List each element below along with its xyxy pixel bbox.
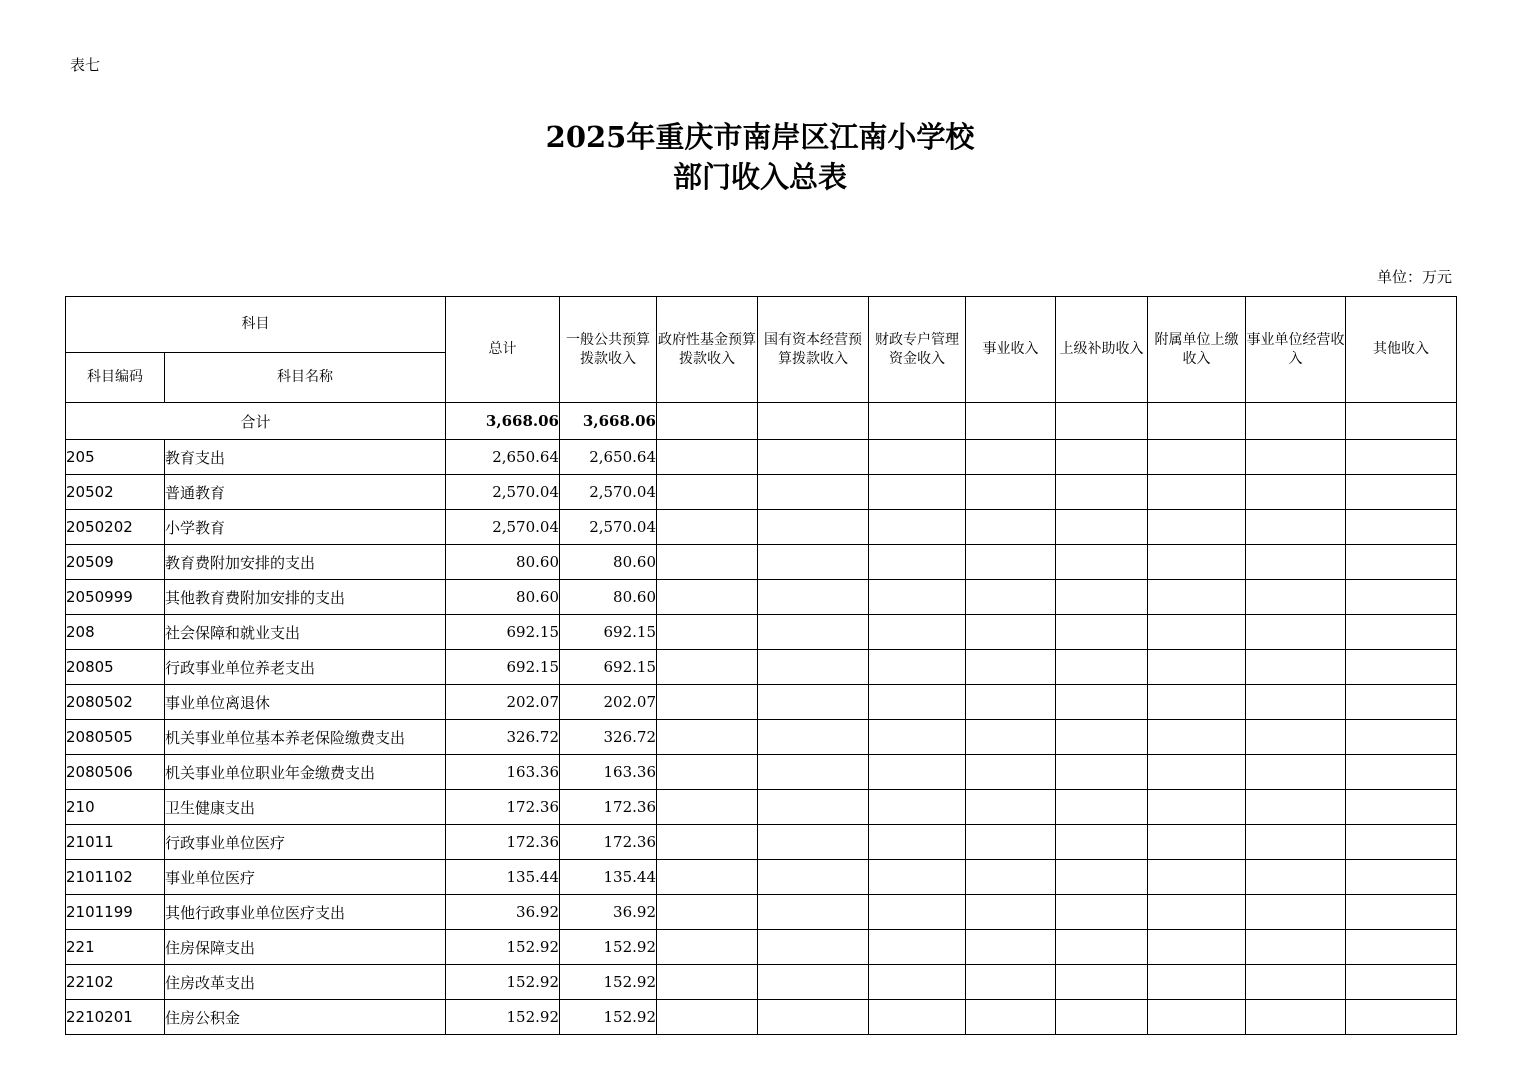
empty-cell [1346,650,1457,685]
empty-cell [869,930,966,965]
empty-cell [758,790,869,825]
empty-cell [1246,965,1346,1000]
empty-cell [1246,685,1346,720]
empty-cell [1246,930,1346,965]
empty-cell [869,685,966,720]
page-subtitle: 部门收入总表 [672,160,847,194]
empty-cell [1148,650,1246,685]
empty-cell [869,825,966,860]
empty-cell [1346,403,1457,440]
empty-cell [1148,1000,1246,1035]
empty-cell [966,930,1056,965]
row-general-amount: 2,570.04 [560,510,657,545]
empty-cell [657,755,758,790]
table-row [66,790,1457,825]
empty-cell [1148,615,1246,650]
empty-cell [869,720,966,755]
empty-cell [758,440,869,475]
empty-cell [869,1000,966,1035]
empty-cell [1246,580,1346,615]
empty-cell [758,755,869,790]
empty-cell [869,965,966,1000]
empty-cell [1148,755,1246,790]
table-row [66,965,1457,1000]
subject-code: 20805 [66,650,165,685]
subject-name: 行政事业单位养老支出 [165,650,446,685]
empty-cell [1246,403,1346,440]
empty-cell [758,580,869,615]
header-total: 总计 [446,297,560,403]
table-row [66,650,1457,685]
empty-cell [1346,720,1457,755]
empty-cell [1246,615,1346,650]
empty-cell [657,403,758,440]
empty-cell [1056,403,1148,440]
header-subject: 科目 [66,297,446,353]
subject-code: 205 [66,440,165,475]
row-general-amount: 202.07 [560,685,657,720]
table-row [66,615,1457,650]
empty-cell [657,930,758,965]
row-total-amount: 36.92 [446,895,560,930]
subject-name: 住房公积金 [165,1000,446,1035]
empty-cell [966,403,1056,440]
subject-code: 2101102 [66,860,165,895]
header-general-budget: 一般公共预算拨款收入 [560,297,657,403]
empty-cell [869,580,966,615]
empty-cell [869,440,966,475]
empty-cell [966,615,1056,650]
empty-cell [657,965,758,1000]
empty-cell [1346,545,1457,580]
subject-name: 其他教育费附加安排的支出 [165,580,446,615]
empty-cell [758,615,869,650]
empty-cell [657,510,758,545]
subject-name: 普通教育 [165,475,446,510]
empty-cell [758,930,869,965]
subject-code: 20509 [66,545,165,580]
subject-name: 机关事业单位职业年金缴费支出 [165,755,446,790]
row-total-amount: 152.92 [446,930,560,965]
subject-name: 事业单位医疗 [165,860,446,895]
header-fiscal-special: 财政专户管理资金收入 [869,297,966,403]
empty-cell [1246,440,1346,475]
subject-code: 210 [66,790,165,825]
empty-cell [1246,755,1346,790]
header-subject-code: 科目编码 [66,353,165,403]
empty-cell [966,965,1056,1000]
empty-cell [1148,860,1246,895]
subject-name: 教育支出 [165,440,446,475]
empty-cell [1346,860,1457,895]
empty-cell [758,545,869,580]
empty-cell [1056,720,1148,755]
empty-cell [1056,510,1148,545]
empty-cell [1346,685,1457,720]
empty-cell [758,860,869,895]
subject-code: 2080506 [66,755,165,790]
row-total-amount: 135.44 [446,860,560,895]
empty-cell [1056,755,1148,790]
header-superior-subsidy: 上级补助收入 [1056,297,1148,403]
empty-cell [758,1000,869,1035]
subject-name: 其他行政事业单位医疗支出 [165,895,446,930]
empty-cell [1148,965,1246,1000]
empty-cell [1346,615,1457,650]
subject-name: 事业单位离退休 [165,685,446,720]
empty-cell [657,1000,758,1035]
empty-cell [966,510,1056,545]
empty-cell [966,475,1056,510]
empty-cell [1346,930,1457,965]
empty-cell [1346,475,1457,510]
empty-cell [1056,440,1148,475]
empty-cell [657,720,758,755]
empty-cell [1148,895,1246,930]
empty-cell [657,895,758,930]
header-affiliated-payment: 附属单位上缴收入 [1148,297,1246,403]
row-total-amount: 2,650.64 [446,440,560,475]
empty-cell [1148,720,1246,755]
empty-cell [657,860,758,895]
header-gov-fund: 政府性基金预算拨款收入 [657,297,758,403]
empty-cell [869,403,966,440]
empty-cell [1246,545,1346,580]
total-label: 合计 [66,403,446,440]
row-general-amount: 80.60 [560,580,657,615]
subject-code: 2080502 [66,685,165,720]
row-total-amount: 692.15 [446,615,560,650]
row-general-amount: 36.92 [560,895,657,930]
row-total-amount: 80.60 [446,580,560,615]
empty-cell [657,685,758,720]
empty-cell [1346,440,1457,475]
empty-cell [869,615,966,650]
table-row [66,755,1457,790]
row-total-amount: 2,570.04 [446,475,560,510]
empty-cell [1148,475,1246,510]
empty-cell [758,825,869,860]
empty-cell [1346,510,1457,545]
empty-cell [1056,825,1148,860]
row-total-amount: 172.36 [446,790,560,825]
row-total-amount: 326.72 [446,720,560,755]
row-total-amount: 152.92 [446,1000,560,1035]
empty-cell [869,790,966,825]
subject-code: 221 [66,930,165,965]
empty-cell [966,545,1056,580]
empty-cell [1148,580,1246,615]
empty-cell [1148,440,1246,475]
header-operating-income: 事业单位经营收入 [1246,297,1346,403]
table-row [66,825,1457,860]
empty-cell [966,440,1056,475]
empty-cell [1148,510,1246,545]
row-general-amount: 692.15 [560,615,657,650]
subject-name: 住房改革支出 [165,965,446,1000]
header-business-income: 事业收入 [966,297,1056,403]
row-general-amount: 152.92 [560,1000,657,1035]
subject-name: 社会保障和就业支出 [165,615,446,650]
empty-cell [1056,475,1148,510]
empty-cell [1056,685,1148,720]
empty-cell [657,440,758,475]
header-other-income: 其他收入 [1346,297,1457,403]
table-row [66,720,1457,755]
row-total-amount: 163.36 [446,755,560,790]
row-total-amount: 172.36 [446,825,560,860]
empty-cell [966,580,1056,615]
page-title: 2025年重庆市南岸区江南小学校 [545,120,975,154]
table-row [66,860,1457,895]
empty-cell [1246,860,1346,895]
empty-cell [657,580,758,615]
empty-cell [869,545,966,580]
row-total-amount: 2,570.04 [446,510,560,545]
subject-code: 2050999 [66,580,165,615]
empty-cell [1056,860,1148,895]
table-row [66,440,1457,475]
empty-cell [1246,720,1346,755]
row-total-amount: 202.07 [446,685,560,720]
total-general-amount: 3,668.06 [560,403,657,440]
empty-cell [758,475,869,510]
empty-cell [758,650,869,685]
subject-code: 21011 [66,825,165,860]
empty-cell [1148,685,1246,720]
empty-cell [1246,510,1346,545]
subject-code: 20502 [66,475,165,510]
empty-cell [1056,545,1148,580]
empty-cell [1056,615,1148,650]
total-row [66,403,1457,440]
table-row [66,475,1457,510]
empty-cell [1056,650,1148,685]
table-row [66,510,1457,545]
row-general-amount: 80.60 [560,545,657,580]
empty-cell [1148,930,1246,965]
empty-cell [1346,895,1457,930]
empty-cell [869,895,966,930]
subject-code: 22102 [66,965,165,1000]
income-summary-table [65,296,1457,1035]
total-amount: 3,668.06 [446,403,560,440]
empty-cell [1346,965,1457,1000]
subject-name: 卫生健康支出 [165,790,446,825]
subject-name: 住房保障支出 [165,930,446,965]
empty-cell [657,545,758,580]
row-total-amount: 692.15 [446,650,560,685]
empty-cell [966,1000,1056,1035]
empty-cell [966,685,1056,720]
empty-cell [966,755,1056,790]
empty-cell [758,720,869,755]
subject-code: 208 [66,615,165,650]
empty-cell [657,615,758,650]
empty-cell [1346,755,1457,790]
subject-name: 教育费附加安排的支出 [165,545,446,580]
empty-cell [1056,790,1148,825]
empty-cell [1346,825,1457,860]
table-row [66,1000,1457,1035]
row-general-amount: 135.44 [560,860,657,895]
table-row [66,895,1457,930]
row-total-amount: 152.92 [446,965,560,1000]
empty-cell [869,510,966,545]
row-general-amount: 172.36 [560,825,657,860]
empty-cell [657,650,758,685]
empty-cell [758,403,869,440]
empty-cell [1056,930,1148,965]
empty-cell [966,825,1056,860]
empty-cell [1246,825,1346,860]
empty-cell [1346,790,1457,825]
row-general-amount: 163.36 [560,755,657,790]
subject-name: 机关事业单位基本养老保险缴费支出 [165,720,446,755]
table-row [66,580,1457,615]
subject-code: 2101199 [66,895,165,930]
empty-cell [1246,1000,1346,1035]
empty-cell [758,965,869,1000]
empty-cell [1056,965,1148,1000]
empty-cell [1148,403,1246,440]
empty-cell [1148,825,1246,860]
table-row [66,545,1457,580]
empty-cell [1056,1000,1148,1035]
subject-code: 2210201 [66,1000,165,1035]
unit-label: 单位：万元 [1376,268,1452,286]
subject-name: 行政事业单位医疗 [165,825,446,860]
empty-cell [966,720,1056,755]
empty-cell [966,895,1056,930]
empty-cell [1246,895,1346,930]
row-general-amount: 326.72 [560,720,657,755]
subject-name: 小学教育 [165,510,446,545]
empty-cell [1346,1000,1457,1035]
empty-cell [966,790,1056,825]
empty-cell [1056,895,1148,930]
empty-cell [758,685,869,720]
empty-cell [966,860,1056,895]
row-general-amount: 152.92 [560,965,657,1000]
header-subject-name: 科目名称 [165,353,446,403]
empty-cell [869,755,966,790]
empty-cell [869,650,966,685]
empty-cell [869,860,966,895]
row-general-amount: 152.92 [560,930,657,965]
table-row [66,930,1457,965]
empty-cell [1148,545,1246,580]
table-row [66,685,1457,720]
table-label: 表七 [70,56,101,74]
empty-cell [657,825,758,860]
empty-cell [1056,580,1148,615]
empty-cell [1246,475,1346,510]
row-general-amount: 2,570.04 [560,475,657,510]
empty-cell [966,650,1056,685]
header-state-capital: 国有资本经营预算拨款收入 [758,297,869,403]
empty-cell [1246,790,1346,825]
subject-code: 2080505 [66,720,165,755]
empty-cell [758,895,869,930]
empty-cell [869,475,966,510]
empty-cell [1148,790,1246,825]
empty-cell [1246,650,1346,685]
row-general-amount: 2,650.64 [560,440,657,475]
subject-code: 2050202 [66,510,165,545]
row-total-amount: 80.60 [446,545,560,580]
empty-cell [657,790,758,825]
row-general-amount: 692.15 [560,650,657,685]
empty-cell [1346,580,1457,615]
empty-cell [657,475,758,510]
empty-cell [758,510,869,545]
row-general-amount: 172.36 [560,790,657,825]
